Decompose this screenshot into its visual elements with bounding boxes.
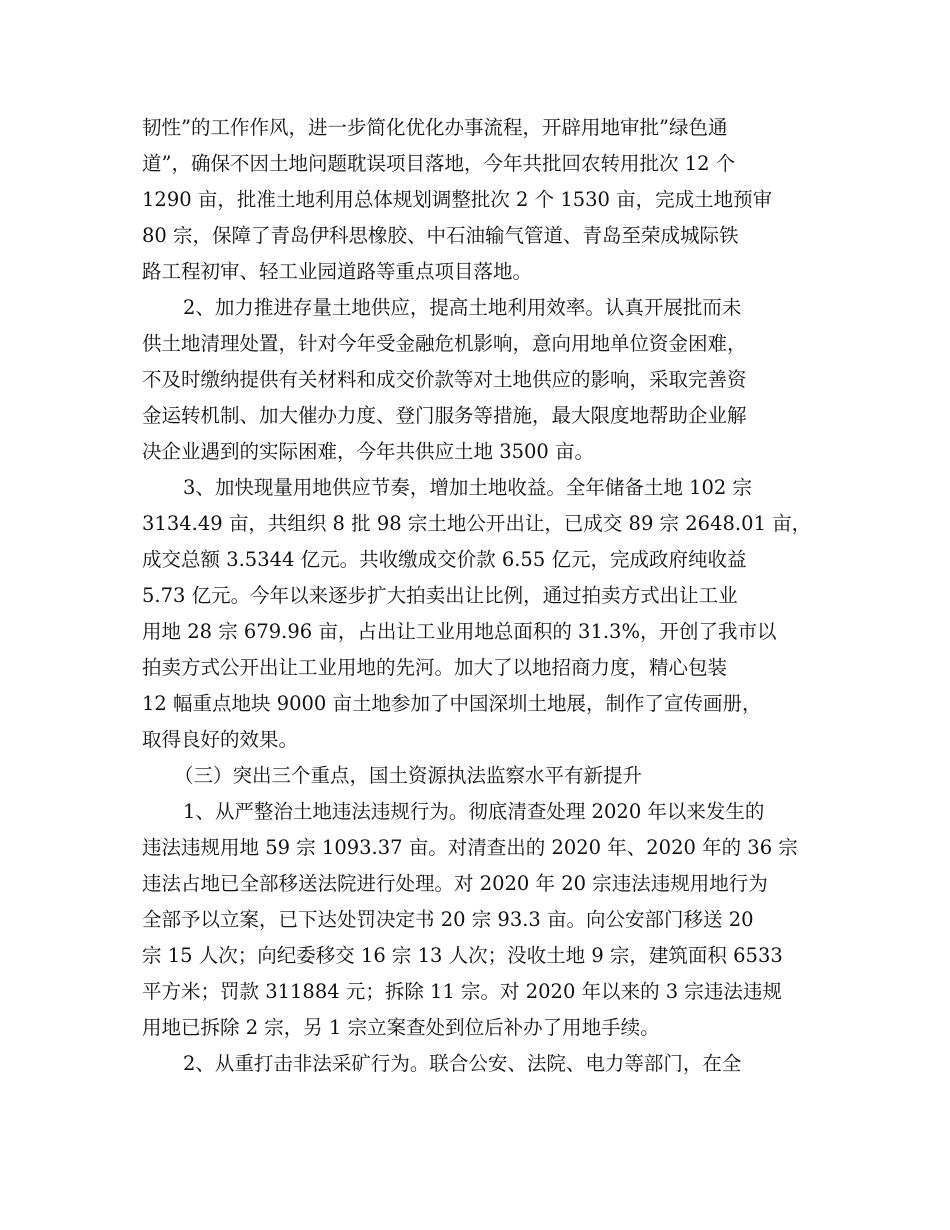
paragraph-start-line: 2、加力推进存量土地供应，提高土地利用效率。认真开展批而未 <box>183 296 742 319</box>
section-heading: （三）突出三个重点，国土资源执法监察水平有新提升 <box>174 764 643 787</box>
text-line: 平方米；罚款 311884 元；拆除 11 宗。对 2020 年以来的 3 宗违法违规 <box>142 980 782 1003</box>
text-line: 1290 亩，批准土地利用总体规划调整批次 2 个 1530 亩，完成土地预审 <box>142 188 773 211</box>
text-line: 取得良好的效果。 <box>142 728 299 751</box>
text-line: 违法占地已全部移送法院进行处理。对 2020 年 20 宗违法违规用地行为 <box>142 872 768 895</box>
text-line: 全部予以立案，已下达处罚决定书 20 宗 93.3 亩。向公安部门移送 20 <box>142 908 754 931</box>
text-line: 12 幅重点地块 9000 亩土地参加了中国深圳土地展，制作了宣传画册， <box>142 692 762 715</box>
text-line: 韧性”的工作作风，进一步简化优化办事流程，开辟用地审批”绿色通 <box>142 116 728 139</box>
text-line: 3134.49 亩，共组织 8 批 98 宗土地公开出让，已成交 89 宗 2648.01 亩， <box>142 512 812 535</box>
text-line: 用地已拆除 2 宗，另 1 宗立案查处到位后补办了用地手续。 <box>142 1016 660 1039</box>
paragraph-start-line: 2、从重打击非法采矿行为。联合公安、法院、电力等部门，在全 <box>183 1052 742 1075</box>
text-line: 供土地清理处置，针对今年受金融危机影响，意向用地单位资金困难， <box>142 332 747 355</box>
paragraph-start-line: 1、从严整治土地违法违规行为。彻底清查处理 2020 年以来发生的 <box>183 800 765 823</box>
text-line: 拍卖方式公开出让工业用地的先河。加大了以地招商力度，精心包装 <box>142 656 728 679</box>
text-line: 决企业遇到的实际困难，今年共供应土地 3500 亩。 <box>142 440 595 463</box>
text-line: 道”，确保不因土地问题耽误项目落地，今年共批回农转用批次 12 个 <box>142 152 736 175</box>
text-line: 成交总额 3.5344 亿元。共收缴成交价款 6.55 亿元，完成政府纯收益 <box>142 548 747 571</box>
text-line: 金运转机制、加大催办力度、登门服务等措施，最大限度地帮助企业解 <box>142 404 747 427</box>
text-line: 80 宗，保障了青岛伊科思橡胶、中石油输气管道、青岛至荣成城际铁 <box>142 224 739 247</box>
text-line: 用地 28 宗 679.96 亩，占出让工业用地总面积的 31.3%，开创了我市以 <box>142 620 777 643</box>
paragraph-start-line: 3、加快现量用地供应节奏，增加土地收益。全年储备土地 102 宗 <box>183 476 753 499</box>
text-line: 路工程初审、轻工业园道路等重点项目落地。 <box>142 260 533 283</box>
text-line: 5.73 亿元。今年以来逐步扩大拍卖出让比例，通过拍卖方式出让工业 <box>142 584 738 607</box>
text-line: 违法违规用地 59 宗 1093.37 亩。对清查出的 2020 年、2020 年的 36 宗 <box>142 836 798 859</box>
document-body <box>142 110 814 1082</box>
text-line: 不及时缴纳提供有关材料和成交价款等对土地供应的影响，采取完善资 <box>142 368 747 391</box>
text-line: 宗 15 人次；向纪委移交 16 宗 13 人次；没收土地 9 宗，建筑面积 6533 <box>142 944 783 967</box>
